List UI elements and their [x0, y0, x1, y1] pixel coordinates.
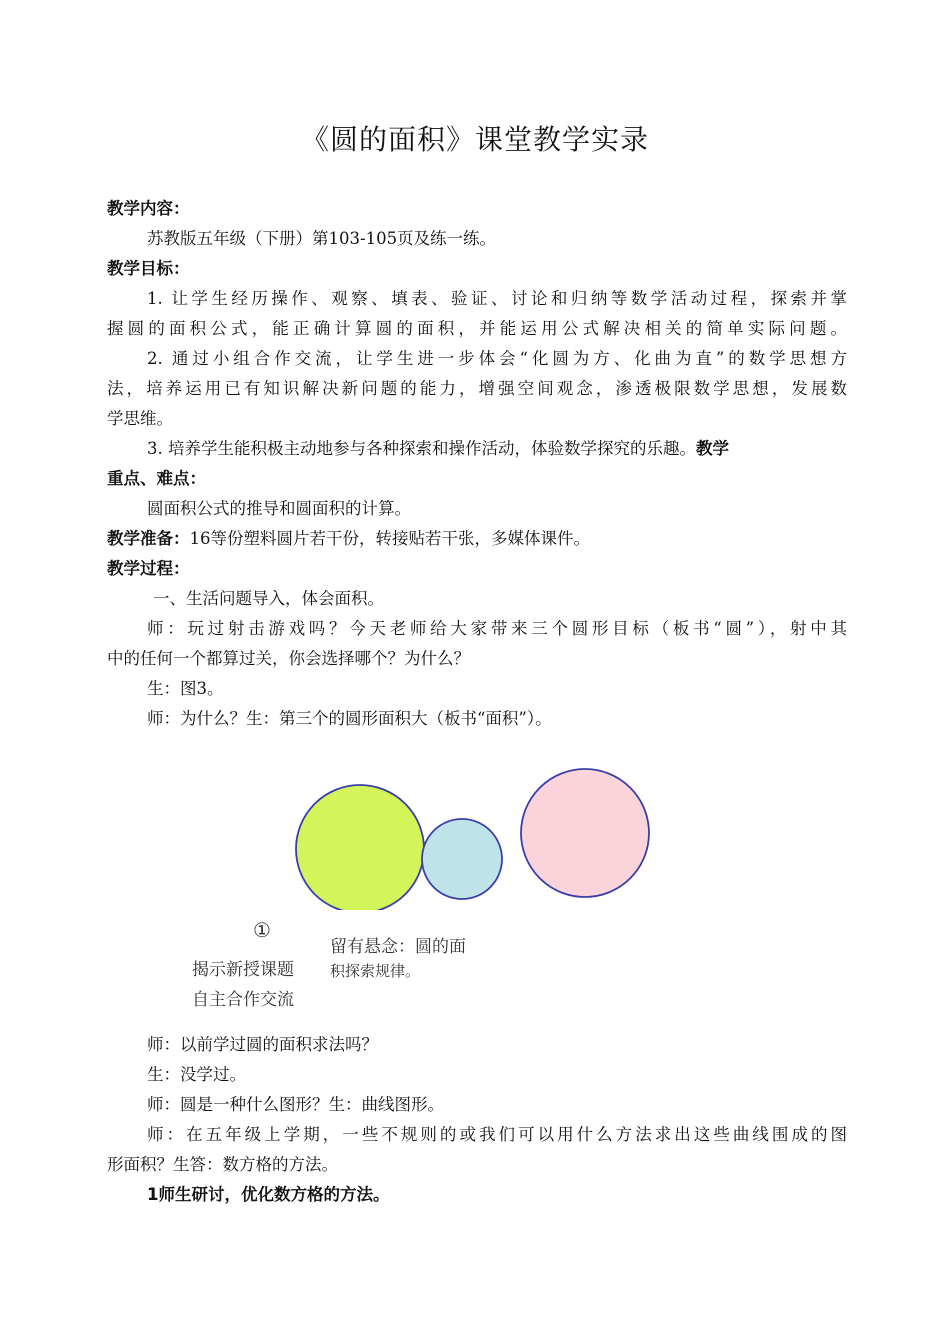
circle-target-3 [521, 769, 649, 897]
figure-marker: ① [253, 918, 271, 942]
prep-text: 16等份塑料圆片若干份，转接贴若干张，多媒体课件。 [189, 529, 590, 548]
dialogue-teacher-1-line-1: 师：玩过射击游戏吗？今天老师给大家带来三个圆形目标（板书“圆”），射中其 [147, 619, 847, 638]
section-heading-process: 教学过程： [107, 559, 190, 578]
three-circles-figure [290, 765, 670, 910]
dialogue-teacher-5-line-1: 师：在五年级上学期，一些不规则的或我们可以用什么方法求出这些曲线围成的图 [147, 1125, 847, 1144]
goal-1-line-2: 握圆的面积公式，能正确计算圆的面积，并能运用公式解决相关的简单实际问题。 [107, 319, 847, 338]
content-text: 苏教版五年级（下册）第103-105页及练一练。 [147, 229, 497, 248]
prep-line [107, 524, 847, 554]
section-heading-keypoints-part-b: 重点、难点： [107, 469, 206, 488]
dialogue-student-1: 生：图3。 [147, 679, 224, 698]
goal-2-line-2: 法，培养运用已有知识解决新问题的能力，增强空间观念，渗透极限数学思想，发展数 [107, 379, 847, 398]
figure-caption-left-2: 自主合作交流 [192, 990, 294, 1010]
figure-caption-left-1: 揭示新授课题 [192, 960, 294, 980]
section-heading-goals: 教学目标： [107, 259, 190, 278]
dialogue-teacher-3: 师：以前学过圆的面积求法吗？ [147, 1035, 378, 1054]
figure-caption-right-1: 留有悬念：圆的面 [330, 937, 466, 957]
goal-2-line-1: 2. 通过小组合作交流，让学生进一步体会“化圆为方、化曲为直”的数学思想方 [147, 349, 847, 368]
section-heading-prep: 教学准备： [107, 529, 190, 548]
subsection-1-heading: 1师生研讨，优化数方格的方法。 [147, 1185, 390, 1204]
dialogue-teacher-4: 师：圆是一种什么图形？生：曲线图形。 [147, 1095, 444, 1114]
goal-3-text: 3. 培养学生能积极主动地参与各种探索和操作活动，体验数学探究的乐趣。 [147, 439, 696, 458]
dialogue-teacher-1-line-2: 中的任何一个都算过关，你会选择哪个？为什么？ [107, 649, 470, 668]
circle-target-2 [422, 819, 502, 899]
figure-caption-right-2: 积探索规律。 [330, 962, 421, 980]
dialogue-teacher-2: 师：为什么？生：第三个的圆形面积大（板书“面积”）。 [147, 709, 552, 728]
section-heading-content: 教学内容： [107, 199, 190, 218]
document-title: 《圆的面积》课堂教学实录 [300, 123, 649, 156]
goal-3-line [107, 434, 847, 464]
section-heading-keypoints-part-a: 教学 [696, 439, 729, 458]
circle-target-1 [296, 785, 424, 910]
goal-2-line-3: 学思维。 [107, 409, 173, 428]
keypoints-text: 圆面积公式的推导和圆面积的计算。 [147, 499, 411, 518]
dialogue-teacher-5-line-2: 形面积？生答：数方格的方法。 [107, 1155, 338, 1174]
dialogue-student-2: 生：没学过。 [147, 1065, 246, 1084]
step-1-heading: 一、生活问题导入，体会面积。 [153, 589, 384, 608]
goal-1-line-1: 1. 让学生经历操作、观察、填表、验证、讨论和归纳等数学活动过程，探索并掌 [147, 289, 847, 308]
